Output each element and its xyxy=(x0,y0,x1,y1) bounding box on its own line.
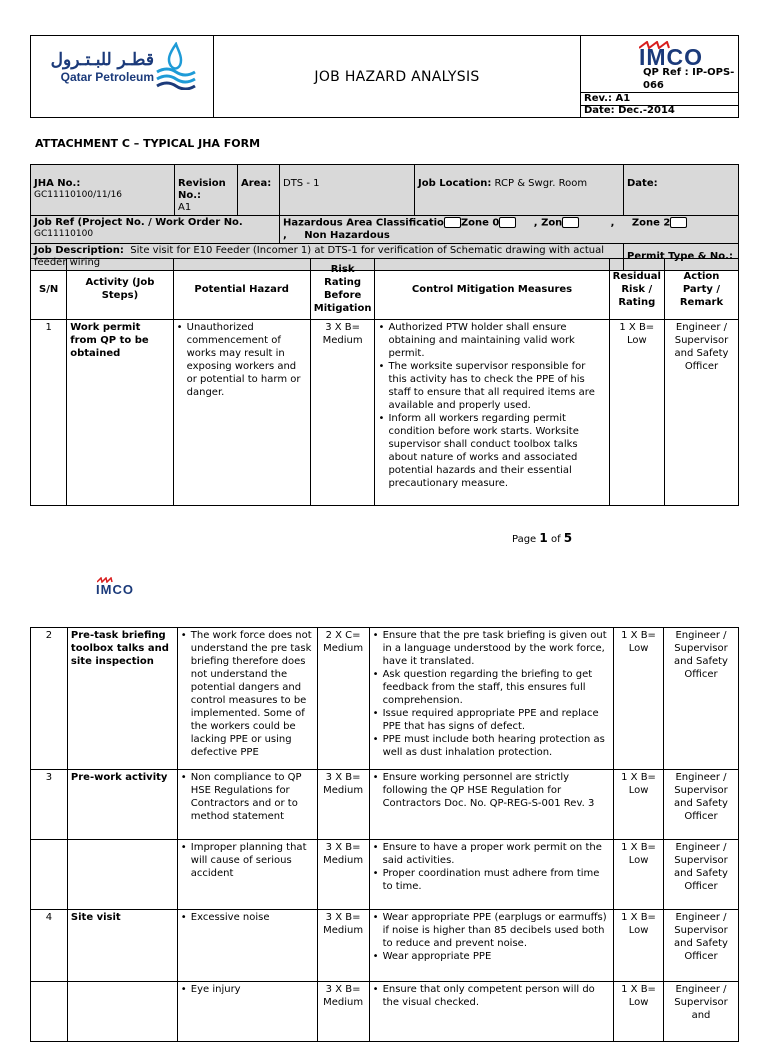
hazard-item: • Excessive noise xyxy=(181,911,314,924)
qp-emblem-icon xyxy=(153,42,199,90)
row-action: Engineer / Supervisor and xyxy=(664,982,739,1042)
permit-cell: Permit Type & No.: xyxy=(624,243,739,270)
area-value: DTS - 1 xyxy=(283,178,320,189)
measures-list xyxy=(373,771,611,810)
revision: Rev.: A1 xyxy=(584,93,631,104)
zone0-box-icon xyxy=(499,217,516,228)
activity-table-page1 xyxy=(30,258,739,506)
qp-ref: QP Ref : IP-OPS-066 xyxy=(643,67,735,91)
qatar-petroleum-logo xyxy=(31,36,214,117)
hazard-list xyxy=(181,629,314,759)
row-activity xyxy=(67,840,177,910)
hazard-item: • Eye injury xyxy=(181,983,314,996)
measure-item: • Ensure that only competent person will do the visual checked. xyxy=(373,983,611,1009)
row-action: Engineer / Supervisor and Safety Officer xyxy=(664,910,739,982)
row-risk-before: 3 X B= Medium xyxy=(317,982,369,1042)
row-residual: 1 X B= Low xyxy=(614,770,664,840)
col-action: Action Party / Remark xyxy=(664,259,738,320)
col-residual: Residual Risk / Rating xyxy=(609,259,664,320)
row-activity: Work permit from QP to be obtained xyxy=(67,320,173,506)
imco-small-swoosh-icon xyxy=(97,577,115,583)
col-risk-before: Risk Rating Before Mitigation xyxy=(310,259,375,320)
row-measures xyxy=(369,628,614,770)
row-activity: Pre-task briefing toolbox talks and site inspection xyxy=(67,628,177,770)
job-ref-value: GC11110100 xyxy=(34,229,94,239)
table-row xyxy=(31,628,739,770)
job-description-cell: Job Description: Site visit for E10 Feeder (Incomer 1) at DTS-1 for verification of Schematic drawing with actual feeder wiring xyxy=(31,243,624,270)
measures-list xyxy=(373,983,611,1009)
job-location-value: RCP & Swgr. Room xyxy=(494,178,588,189)
non-hazardous-label: Non Hazardous xyxy=(304,229,390,241)
col-activity: Activity (Job Steps) xyxy=(67,259,173,320)
column-header-row xyxy=(31,259,739,320)
row-risk-before: 3 X B= Medium xyxy=(317,840,369,910)
row-action: Engineer / Supervisor and Safety Officer xyxy=(664,840,739,910)
hazard-list xyxy=(181,841,314,880)
table-row xyxy=(31,840,739,910)
row-risk-before: 3 X B= Medium xyxy=(317,910,369,982)
hazard-list xyxy=(181,771,314,823)
measures-list xyxy=(373,911,611,963)
measure-item: • The worksite supervisor responsible for this activity has to check the PPE of his staff to ensure that all required items are available and properly used. xyxy=(378,360,605,412)
table-row xyxy=(31,770,739,840)
document-title: JOB HAZARD ANALYSIS xyxy=(214,36,581,117)
measure-item: • Ask question regarding the briefing to get feedback from the staff, this ensures full comprehension. xyxy=(373,668,611,707)
measure-item: • Wear appropriate PPE xyxy=(373,950,611,963)
measure-item: • Wear appropriate PPE (earplugs or earmuffs) if noise is higher than 85 decibels used both to reduce and prevent noise. xyxy=(373,911,611,950)
hazard-list xyxy=(181,983,314,996)
col-hazard: Potential Hazard xyxy=(173,259,310,320)
table-row xyxy=(31,982,739,1042)
hazardous-area-cell: Hazardous Area Classificatio Zone 0 , Zon , Zone 2 , Non Hazardous xyxy=(280,216,739,244)
col-sn: S/N xyxy=(31,259,67,320)
row-action: Engineer / Supervisor and Safety Officer xyxy=(664,628,739,770)
attachment-title: ATTACHMENT C – TYPICAL JHA FORM xyxy=(35,137,261,150)
measure-item: • Proper coordination must adhere from time to time. xyxy=(373,867,611,893)
row-hazard xyxy=(177,910,317,982)
row-residual: 1 X B= Low xyxy=(614,910,664,982)
row-activity: Site visit xyxy=(67,910,177,982)
row-risk-before: 3 X B= Medium xyxy=(317,770,369,840)
row-activity: Pre-work activity xyxy=(67,770,177,840)
measure-item: • Ensure to have a proper work permit on the said activities. xyxy=(373,841,611,867)
col-measures: Control Mitigation Measures xyxy=(375,259,609,320)
row-sn: 4 xyxy=(31,910,68,982)
page-number: Page 1 of 5 xyxy=(512,531,573,545)
area-cell xyxy=(280,165,415,216)
date-cell: Date: xyxy=(624,165,739,216)
imco-small-logo: IMCO xyxy=(96,582,134,597)
hazard-item: • Unauthorized commencement of works may result in exposing workers and or potential to harm or danger. xyxy=(177,321,307,399)
table-row xyxy=(31,320,739,506)
table-row xyxy=(31,910,739,982)
row-action: Engineer / Supervisor and Safety Officer xyxy=(664,320,738,506)
row-measures xyxy=(369,982,614,1042)
row-measures xyxy=(369,840,614,910)
row-residual: 1 X B= Low xyxy=(609,320,664,506)
measures-list xyxy=(373,629,611,759)
hazard-item: • The work force does not understand the pre task briefing therefore does not understand the potential dangers and control measures to be implemented. Some of the workers could be lacking PPE or using defective PPE xyxy=(181,629,314,759)
zone0-checkbox[interactable] xyxy=(444,217,461,228)
row-sn: 1 xyxy=(31,320,67,506)
measure-item: • Ensure working personnel are strictly following the QP HSE Regulation for Contractors Doc. No. QP-REG-S-001 Rev. 3 xyxy=(373,771,611,810)
document-header xyxy=(30,35,739,118)
row-hazard xyxy=(177,770,317,840)
row-residual: 1 X B= Low xyxy=(614,982,664,1042)
measure-item: • Authorized PTW holder shall ensure obtaining and maintaining valid work permit. xyxy=(378,321,605,360)
revision-value: A1 xyxy=(178,202,192,213)
row-residual: 1 X B= Low xyxy=(614,628,664,770)
row-action: Engineer / Supervisor and Safety Officer xyxy=(664,770,739,840)
hazard-item: • Improper planning that will cause of serious accident xyxy=(181,841,314,880)
row-activity xyxy=(67,982,177,1042)
activity-table-page2 xyxy=(30,627,739,1042)
row-residual: 1 X B= Low xyxy=(614,840,664,910)
imco-swoosh-icon xyxy=(639,41,673,49)
row-hazard xyxy=(173,320,310,506)
row-sn xyxy=(31,840,68,910)
row-hazard xyxy=(177,982,317,1042)
area-label-cell: Area: xyxy=(238,165,280,216)
row-measures xyxy=(369,910,614,982)
zone1-checkbox[interactable] xyxy=(562,217,579,228)
hazard-list xyxy=(177,321,307,399)
row-hazard xyxy=(177,628,317,770)
revision-cell: Revision No.: A1 xyxy=(175,165,238,216)
measure-item: • PPE must include both hearing protection as well as dust inhalation protection. xyxy=(373,733,611,759)
jha-info-table xyxy=(30,164,739,271)
jha-no-value: GC11110100/11/16 xyxy=(34,190,123,200)
job-location-cell: Job Location: RCP & Swgr. Room xyxy=(415,165,624,216)
measure-item: • Inform all workers regarding permit condition before work starts. Worksite supervisor shall conduct toolbox talks about nature of works and associated potential hazards and their essential precautionary measure. xyxy=(378,412,605,490)
jha-no-cell: JHA No.: GC11110100/11/16 xyxy=(31,165,175,216)
row-hazard xyxy=(177,840,317,910)
job-ref-cell: Job Ref (Project No. / Work Order No. GC11110100 xyxy=(31,216,280,244)
row-sn xyxy=(31,982,68,1042)
row-risk-before: 3 X B= Medium xyxy=(310,320,375,506)
measure-item: • Issue required appropriate PPE and replace PPE that has signs of defect. xyxy=(373,707,611,733)
date: Date: Dec.-2014 xyxy=(584,105,675,116)
logo-english-text: Qatar Petroleum xyxy=(60,70,154,84)
measure-item: • Ensure that the pre task briefing is given out in a language understood by the work force, have it translated. xyxy=(373,629,611,668)
measures-list xyxy=(373,841,611,893)
hazard-item: • Non compliance to QP HSE Regulations for Contractors and or to method statement xyxy=(181,771,314,823)
zone2-checkbox[interactable] xyxy=(670,217,687,228)
measures-list xyxy=(378,321,605,490)
job-description-value: Site visit for E10 Feeder (Incomer 1) at DTS-1 for verification of Schematic drawing with actual feeder wiring xyxy=(34,244,604,268)
row-measures xyxy=(369,770,614,840)
hazard-list xyxy=(181,911,314,924)
logo-arabic-text: قطـر للبـتـرول xyxy=(50,50,154,70)
row-risk-before: 2 X C= Medium xyxy=(317,628,369,770)
row-sn: 2 xyxy=(31,628,68,770)
row-measures xyxy=(375,320,609,506)
imco-logo: IMCO xyxy=(639,44,704,70)
document-reference xyxy=(581,36,739,117)
row-sn: 3 xyxy=(31,770,68,840)
